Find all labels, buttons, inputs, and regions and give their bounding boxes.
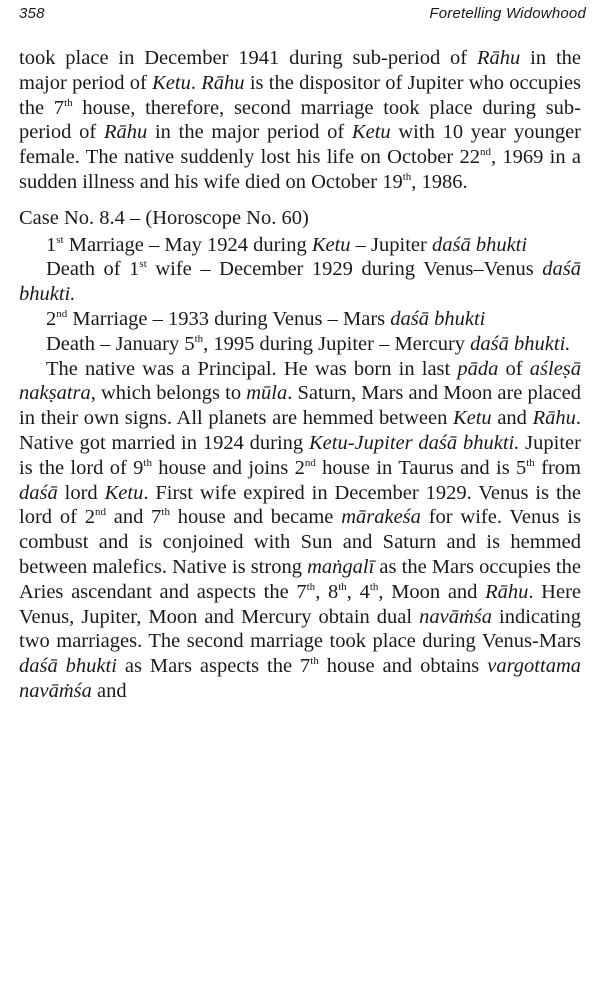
italic-term: Rāhu [477,47,521,69]
text-run: and 7 [105,506,162,529]
page-header [0,0,600,30]
text-run: – Jupiter [350,233,432,256]
ordinal-suffix: st [56,233,64,246]
paragraph-analysis [19,357,581,704]
text-run: as Mars aspects the 7 [116,655,311,678]
italic-term: vargottama navāṁśa [19,655,581,702]
text-run: house and joins 2 [151,456,305,479]
text-run: Death – January 5 [46,332,195,355]
italic-term: Rāhu [201,71,245,94]
text-run: house and became [169,506,342,529]
italic-term: navāṁśa [419,605,492,628]
text-run: . First wife expired in December 1929. Venus is the lord of 2 [19,481,581,529]
fact-death-native [19,332,581,357]
ordinal-suffix: th [143,456,152,469]
page-body [19,46,581,704]
italic-term: Ketu [452,407,492,430]
text-run: as the Mars occupies the Aries ascendant and aspects the 7 [19,555,581,603]
italic-term: daśā bhukti. [470,332,571,355]
ordinal-suffix: th [194,332,204,345]
text-run: house and obtains [318,655,488,678]
text-run: lord [57,481,105,504]
italic-term: Ketu-Jupiter daśā bhukti. [309,431,520,454]
text-run: . Native got married in 1924 during [19,407,581,454]
text-run: with 10 year younger female. The native suddenly lost his life on October 22 [19,121,581,169]
text-run: , 4 [346,580,370,603]
text-run: and [491,407,533,430]
italic-term: daśā bhukti [19,655,117,678]
text-run: in the major period of [147,121,352,144]
text-run: Marriage – 1933 during Venus – Mars [67,307,391,330]
ordinal-suffix: th [310,655,319,668]
ordinal-suffix: th [402,170,412,183]
text-run: The native was a Principal. He was born in last [46,357,458,380]
italic-term: Rāhu [103,121,148,144]
text-run: indicating two marriages. The second marriage took place during Venus-Mars [19,605,581,653]
ordinal-suffix: th [306,580,316,593]
italic-term: daśā [19,481,58,504]
italic-term: Ketu [351,121,391,144]
ordinal-suffix: st [139,258,147,271]
ordinal-suffix: th [526,456,535,469]
ordinal-suffix: th [161,506,170,519]
case-heading: Case No. 8.4 – (Horoscope No. 60) [19,206,309,229]
italic-term: maṅgalī [307,555,375,578]
text-run: is the dispositor of Jupiter who occupies the 7 [19,71,582,119]
italic-term: Ketu [152,71,191,94]
text-run: house, therefore, second marriage took place during sub-period of [19,96,581,144]
italic-term: mārakeśa [341,506,421,529]
ordinal-suffix: th [369,580,379,593]
running-head: Foretelling Widowhood [429,5,586,22]
italic-term: aśleṣā nakṣatra [19,357,582,405]
italic-term: Rāhu [485,580,529,603]
italic-term: Ketu [104,481,144,504]
text-run: , which belongs to [90,382,247,405]
italic-term: Rāhu [532,407,576,430]
ordinal-suffix: th [338,580,347,593]
page-number: 358 [19,5,45,22]
text-run: and [91,679,127,702]
italic-term: Ketu [311,233,351,256]
fact-first-marriage [19,233,581,258]
text-run: took place in December 1941 during sub-period of [19,47,477,69]
text-run: . Saturn, Mars and Moon are placed in their own signs. All planets are hemmed between [19,382,581,430]
ordinal-suffix: nd [479,146,491,159]
italic-term: daśā bhukti [431,233,528,256]
text-run: 2 [46,307,57,330]
italic-term: daśā bhukti [390,307,486,330]
fact-second-marriage [19,307,581,332]
text-run: , 8 [315,580,339,603]
text-run: for wife. Venus is combust and is conjoined with Sun and Saturn and is hemmed between malefics. Native is strong [19,506,581,578]
paragraph-continued [19,46,581,195]
text-run: , Moon and [378,580,486,603]
fact-death-first-wife [19,257,581,307]
text-run: from [534,456,581,479]
text-run: of [498,357,530,380]
text-run: house in Taurus and is 5 [315,456,527,479]
text-run: Marriage – May 1924 during [63,233,312,256]
text-run: Death of 1 [46,258,140,281]
text-run: , 1969 in a sudden illness and his wife died on October 19 [19,146,581,193]
ordinal-suffix: nd [56,307,68,320]
text-run: , 1995 during Jupiter – Mercury [203,332,471,355]
text-run: Jupiter is the lord of 9 [19,431,581,479]
italic-term: daśā bhukti. [19,258,581,306]
text-run: wife – December 1929 during Venus–Venus [146,258,543,281]
italic-term: pāda [457,357,499,380]
italic-term: mūla [246,382,288,405]
ordinal-suffix: nd [304,456,316,469]
text-run: 1 [46,233,57,256]
text-run: . [190,71,202,94]
text-run: , 1986. [411,170,468,193]
ordinal-suffix: th [64,96,73,109]
ordinal-suffix: nd [94,506,106,519]
text-run: . Here Venus, Jupiter, Moon and Mercury obtain dual [19,580,581,628]
text-run: in the major period of [19,47,581,94]
